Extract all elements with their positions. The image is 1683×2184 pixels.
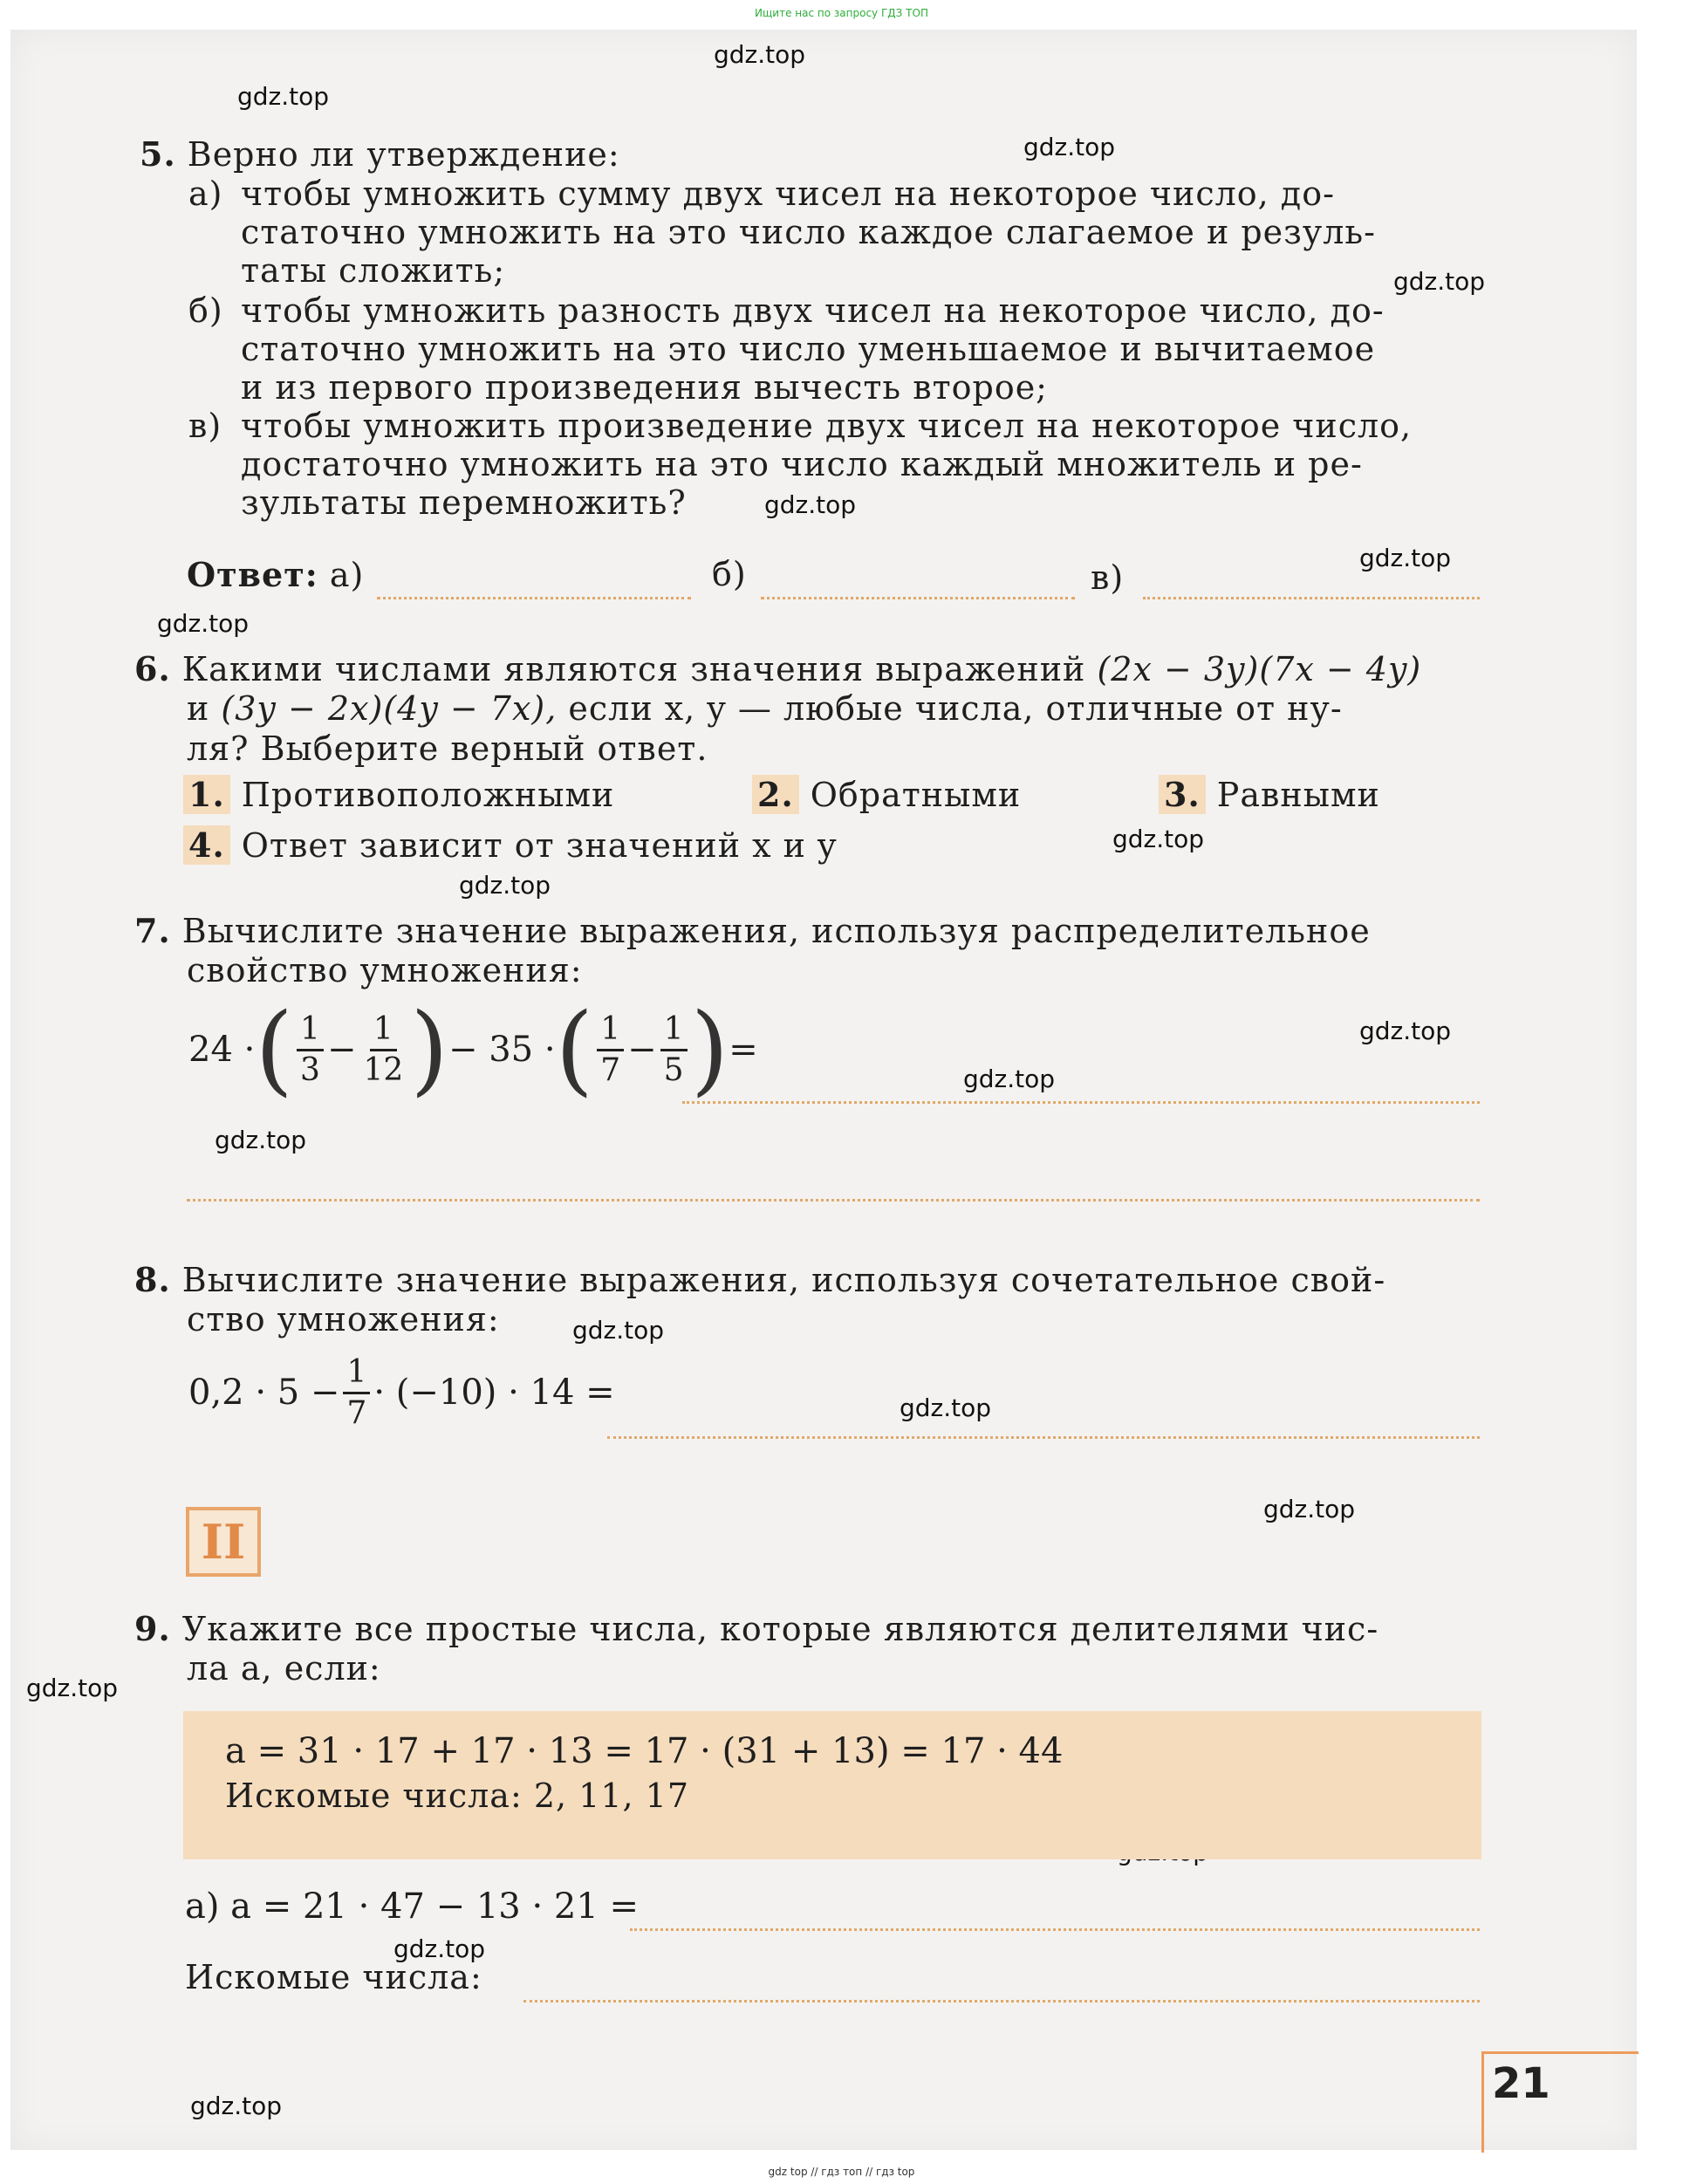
watermark: gdz.top xyxy=(237,82,330,111)
fraction xyxy=(343,1353,370,1431)
expr-post: · (−10) · 14 = xyxy=(373,1373,615,1413)
coef-24: 24 · xyxy=(188,1030,256,1070)
bottom-banner[interactable]: gdz top // гдз топ // гдз top xyxy=(768,2166,915,2178)
numerator: 1 xyxy=(370,1014,397,1051)
watermark: gdz.top xyxy=(459,871,551,900)
left-paren: ( xyxy=(555,993,594,1106)
denominator: 5 xyxy=(663,1051,684,1088)
task5-a-line1: чтобы умножить сумму двух чисел на некоторое число, до- xyxy=(241,175,1335,213)
task6-line2-post: если x, y — любые числа, отличные от ну- xyxy=(568,689,1343,728)
option-number: 4. xyxy=(183,825,230,865)
numerator: 1 xyxy=(343,1357,370,1394)
watermark: gdz.top xyxy=(963,1065,1056,1093)
watermark: gdz.top xyxy=(1023,133,1116,161)
denominator: 7 xyxy=(346,1394,367,1431)
task9-a-expression: а) a = 21 · 47 − 13 · 21 = xyxy=(185,1886,640,1927)
denominator: 12 xyxy=(363,1051,404,1088)
watermark: gdz.top xyxy=(572,1316,665,1345)
option-label: Обратными xyxy=(810,776,1022,814)
option-number: 1. xyxy=(183,775,230,814)
example-expression: a = 31 · 17 + 17 · 13 = 17 · (31 + 13) = 17 · 44 xyxy=(225,1731,1064,1771)
answer-line[interactable] xyxy=(187,1199,1480,1202)
task7-number: 7. xyxy=(134,911,171,950)
task5-answer-c: в) xyxy=(1091,558,1125,597)
denominator: 3 xyxy=(300,1051,320,1088)
task8-expression xyxy=(188,1351,615,1434)
task7-line2: свойство умножения: xyxy=(187,951,583,989)
watermark: gdz.top xyxy=(900,1393,992,1422)
task6-option-2[interactable] xyxy=(752,775,1021,814)
watermark: gdz.top xyxy=(1112,825,1205,853)
right-paren: ) xyxy=(690,993,729,1106)
task9-line2: ла a, если: xyxy=(187,1649,381,1688)
task5-answer-label: Ответ: xyxy=(187,555,318,594)
numerator: 1 xyxy=(297,1014,324,1051)
task5-number: 5. xyxy=(140,134,176,174)
left-paren: ( xyxy=(255,993,294,1106)
option-label: Равными xyxy=(1216,776,1380,814)
task5-c-line1: чтобы умножить произведение двух чисел на некоторое число, xyxy=(241,407,1413,445)
equals-sign: = xyxy=(729,1030,758,1070)
task5-c-line3: зультаты перемножить? xyxy=(241,483,687,522)
task5-b-line3: и из первого произведения вычесть второе; xyxy=(241,368,1048,407)
task6-option-3[interactable] xyxy=(1159,775,1380,814)
answer-line-c[interactable] xyxy=(1143,597,1480,599)
watermark: gdz.top xyxy=(1359,544,1452,572)
expr-pre: 0,2 · 5 − xyxy=(188,1373,340,1413)
task9-line1: Укажите все простые числа, которые являются делителями чис- xyxy=(181,1610,1379,1648)
numerator: 1 xyxy=(660,1014,688,1051)
task5-a-line3: таты сложить; xyxy=(241,251,506,290)
task9-a-answer-label: Искомые числа: xyxy=(185,1958,482,1996)
watermark: gdz.top xyxy=(157,609,250,638)
option-number: 3. xyxy=(1159,775,1206,814)
task5-a-marker: а) xyxy=(188,175,223,213)
task5-answer-a: а) xyxy=(329,556,365,594)
task8-number: 8. xyxy=(134,1260,171,1299)
watermark: gdz.top xyxy=(1359,1017,1452,1045)
top-banner[interactable]: Ищите нас по запросу ГДЗ ТОП xyxy=(755,7,928,19)
task9-number: 9. xyxy=(134,1609,171,1648)
option-number: 2. xyxy=(752,775,799,814)
watermark: gdz.top xyxy=(1393,267,1486,296)
task6-expr1: (2x − 3y)(7x − 4y) xyxy=(1097,650,1422,688)
fraction xyxy=(660,1010,688,1088)
task6-option-4[interactable] xyxy=(183,825,837,865)
watermark: gdz.top xyxy=(1263,1495,1356,1523)
right-paren: ) xyxy=(410,993,448,1106)
task6-expr2: (3y − 2x)(4y − 7x), xyxy=(221,689,558,728)
example-answer: Искомые числа: 2, 11, 17 xyxy=(225,1777,690,1815)
task7-expression xyxy=(188,993,758,1106)
task6-number: 6. xyxy=(134,649,171,688)
watermark: gdz.top xyxy=(764,490,857,519)
task5-c-line2: достаточно умножить на это число каждый множитель и ре- xyxy=(241,445,1363,483)
watermark: gdz.top xyxy=(190,2092,283,2120)
minus-sign: − xyxy=(627,1030,657,1070)
task6-option-1[interactable] xyxy=(183,775,614,814)
watermark: gdz.top xyxy=(26,1674,119,1702)
watermark: gdz.top xyxy=(215,1126,307,1154)
answer-line[interactable] xyxy=(607,1436,1480,1439)
denominator: 7 xyxy=(600,1051,621,1088)
task6-line1: Какими числами являются значения выражений xyxy=(181,650,1086,688)
option-label: Ответ зависит от значений x и y xyxy=(241,826,838,865)
watermark: gdz.top xyxy=(714,40,806,69)
minus-sign: − xyxy=(326,1030,357,1070)
task8-line1: Вычислите значение выражения, используя сочетательное свой- xyxy=(181,1261,1386,1299)
answer-line[interactable] xyxy=(523,2000,1480,2003)
fraction xyxy=(597,1010,624,1088)
fraction xyxy=(297,1010,324,1088)
task5-title: Верно ли утверждение: xyxy=(187,135,620,174)
task6-line3: ля? Выберите верный ответ. xyxy=(187,729,708,768)
task5-c-marker: в) xyxy=(188,407,222,445)
task8-line2: ство умножения: xyxy=(187,1300,500,1338)
watermark: gdz.top xyxy=(393,1934,486,1963)
numerator: 1 xyxy=(597,1014,624,1051)
answer-line[interactable] xyxy=(682,1101,1480,1104)
fraction xyxy=(359,1010,407,1088)
coef-35: − 35 · xyxy=(448,1030,556,1070)
task5-answer-b: б) xyxy=(712,555,747,593)
task5-b-marker: б) xyxy=(188,291,223,330)
task5-a-line2: статочно умножить на это число каждое слагаемое и резуль- xyxy=(241,213,1376,251)
task5-b-line2: статочно умножить на это число уменьшаемое и вычитаемое xyxy=(241,330,1376,368)
page-number: 21 xyxy=(1492,2059,1550,2108)
task5-b-line1: чтобы умножить разность двух чисел на некоторое число, до- xyxy=(241,291,1385,330)
task6-line2-pre: и xyxy=(187,689,210,728)
option-label: Противоположными xyxy=(241,776,615,814)
answer-line-a[interactable] xyxy=(377,597,691,599)
task7-line1: Вычислите значение выражения, используя распределительное xyxy=(181,912,1371,950)
answer-line-b[interactable] xyxy=(761,597,1075,599)
section-badge: II xyxy=(186,1507,261,1577)
answer-line[interactable] xyxy=(630,1928,1480,1931)
